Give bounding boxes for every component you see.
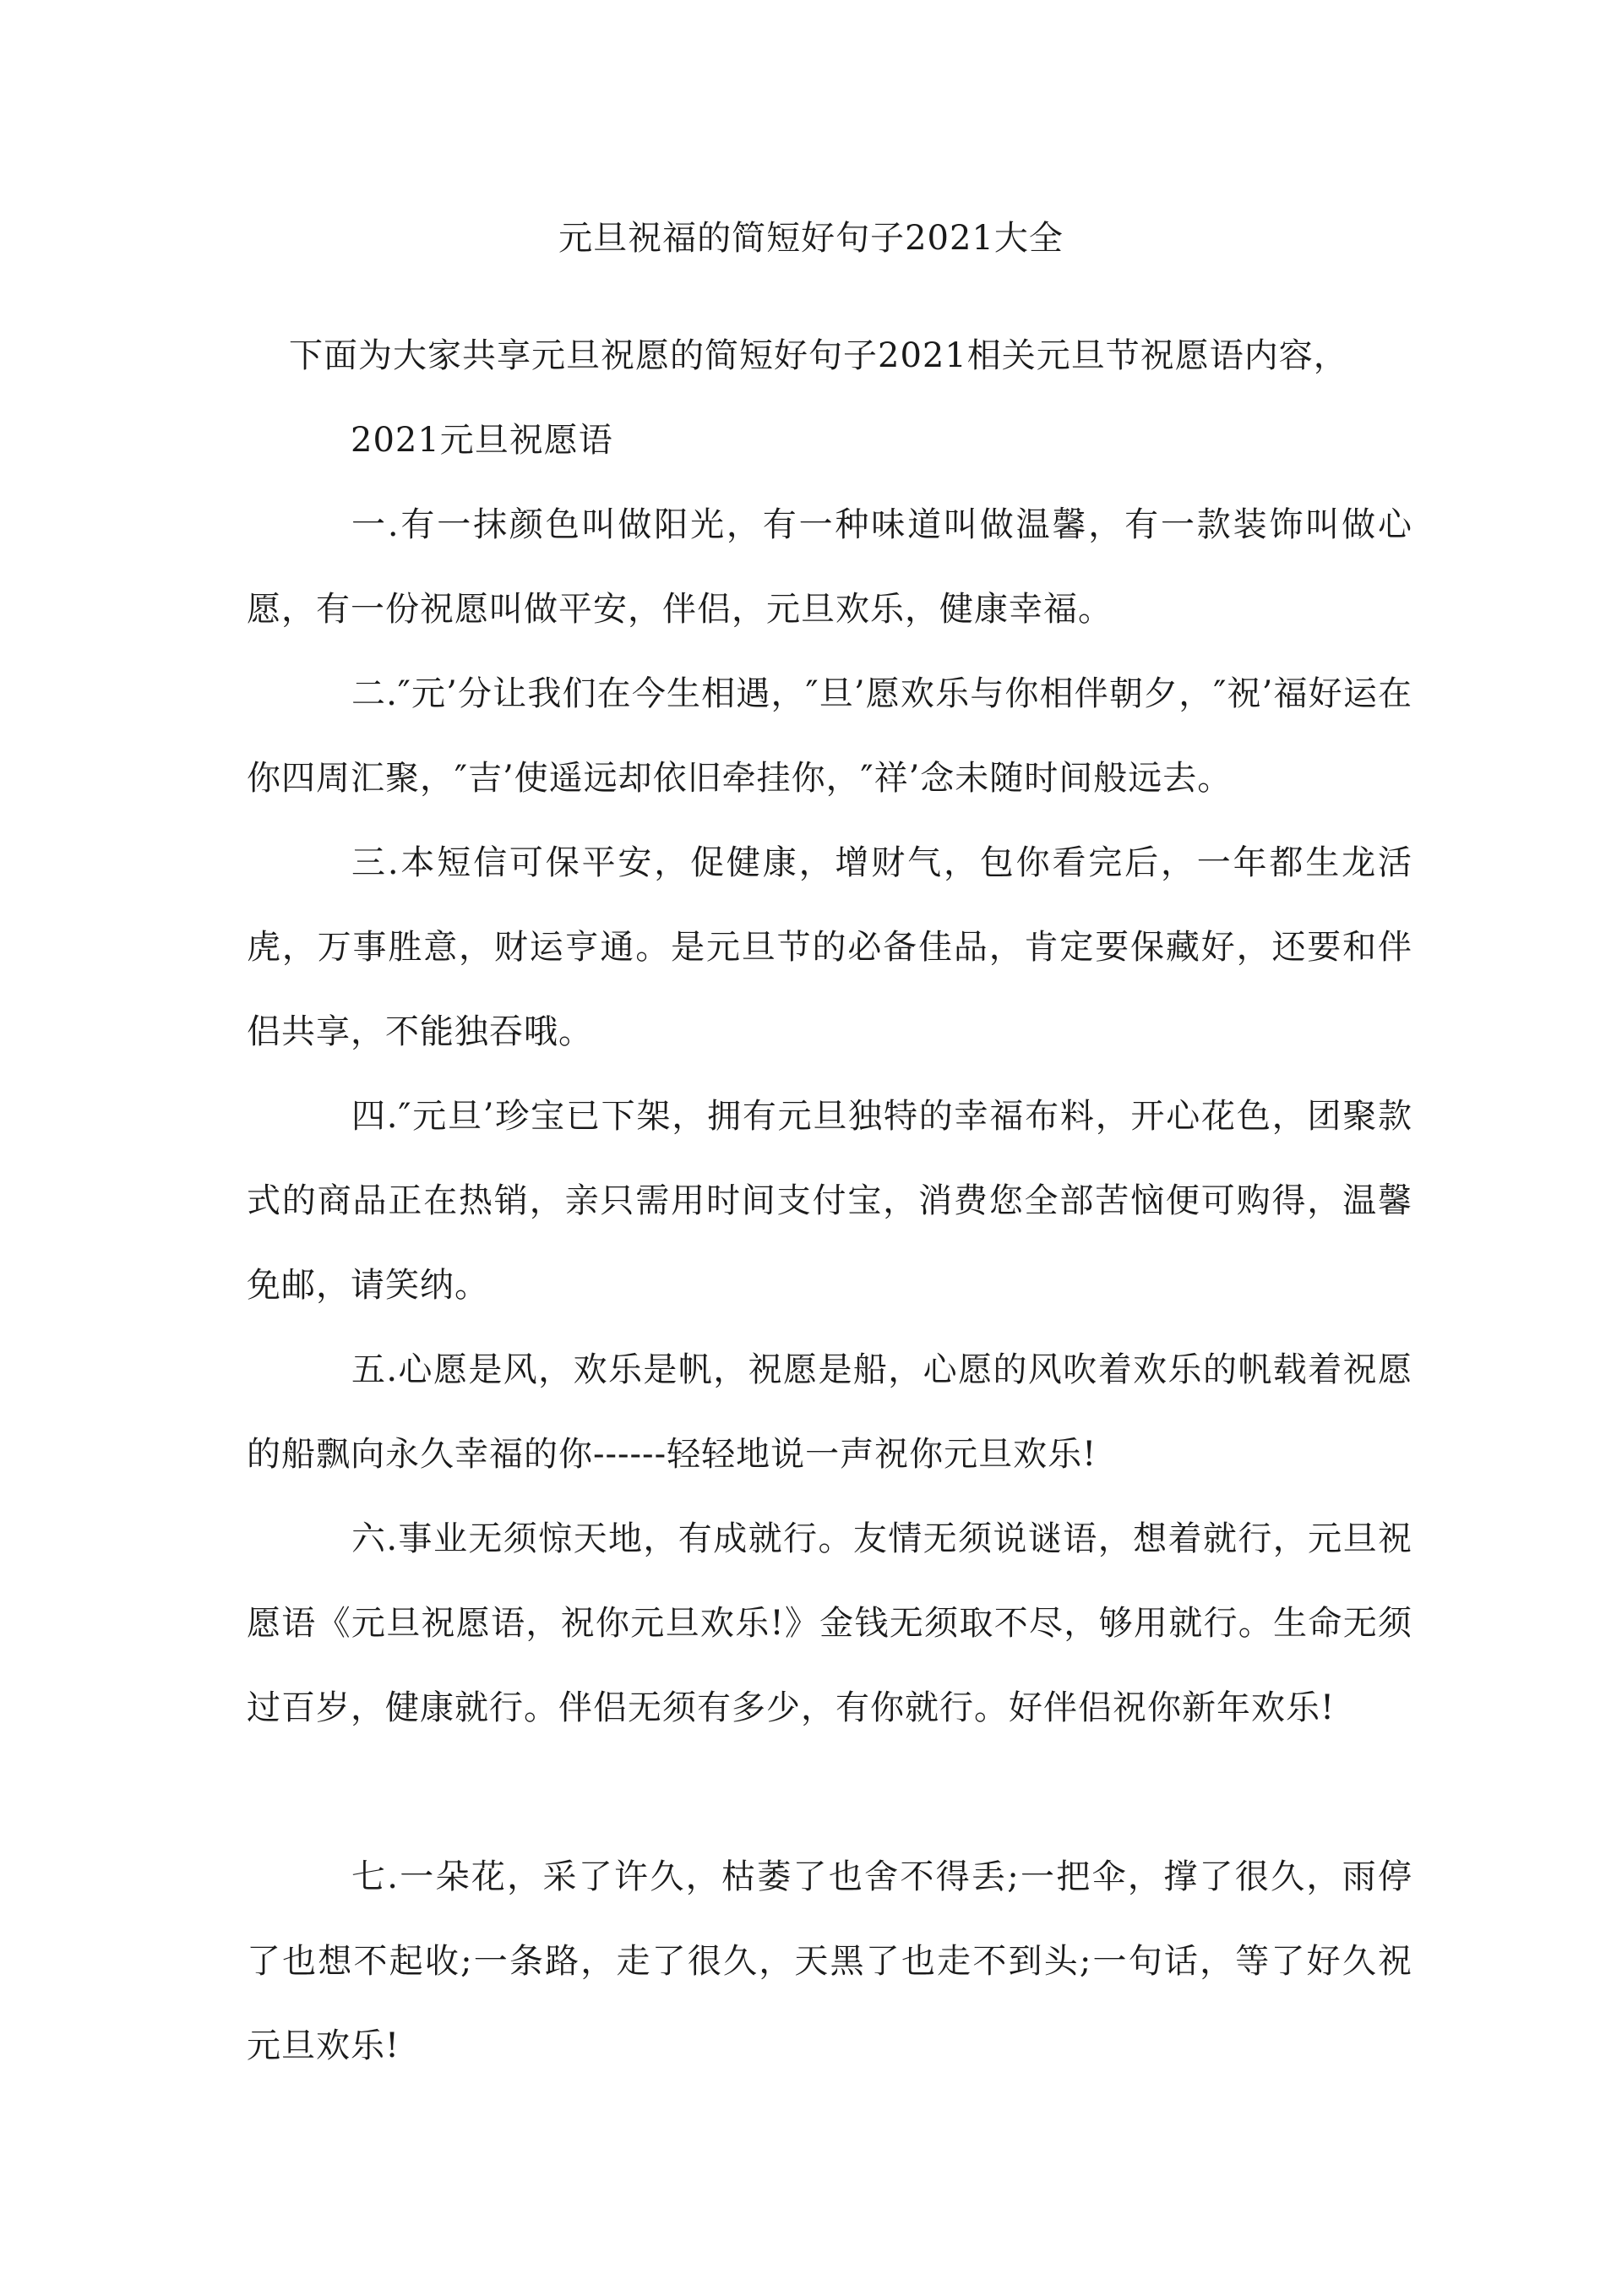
wish-paragraph-1: 一.有一抹颜色叫做阳光，有一种味道叫做温馨，有一款装饰叫做心愿，有一份祝愿叫做平安，伴侣，元旦欢乐，健康幸福。: [247, 505, 1412, 629]
wish-paragraph-4: 四.″元旦’珍宝已下架，拥有元旦独特的幸福布料，开心花色，团聚款式的商品正在热销，亲只需用时间支付宝，消费您全部苦恼便可购得，温馨免邮，请笑纳。: [247, 1097, 1412, 1305]
wish-paragraph-2: 二.″元’分让我们在今生相遇，″旦’愿欢乐与你相伴朝夕，″祝’福好运在你四周汇聚，″吉’使遥远却依旧牵挂你，″祥’念未随时间般远去。: [247, 674, 1412, 798]
wish-paragraph-5: 五.心愿是风，欢乐是帆，祝愿是船，心愿的风吹着欢乐的帆载着祝愿的船飘向永久幸福的你------轻轻地说一声祝你元旦欢乐!: [247, 1350, 1412, 1474]
intro-paragraph: 下面为大家共享元旦祝愿的简短好句子2021相关元旦节祝愿语内容，: [289, 336, 1348, 375]
document-title: 元旦祝福的简短好句子2021大全: [558, 219, 1064, 258]
wish-paragraph-6: 六.事业无须惊天地，有成就行。友情无须说谜语，想着就行，元旦祝愿语《元旦祝愿语，祝你元旦欢乐!》金钱无须取不尽，够用就行。生命无须过百岁，健康就行。伴侣无须有多少，有你就行。好伴侣祝你新年欢乐!: [247, 1519, 1412, 1727]
subheading: 2021元旦祝愿语: [351, 421, 613, 460]
wish-paragraph-7: 七.一朵花，采了许久，枯萎了也舍不得丢;一把伞，撑了很久，雨停了也想不起收;一条路，走了很久，天黑了也走不到头;一句话，等了好久祝元旦欢乐!: [247, 1857, 1412, 2065]
wish-paragraph-3: 三.本短信可保平安，促健康，增财气，包你看完后，一年都生龙活虎，万事胜意，财运亨通。是元旦节的必备佳品，肯定要保藏好，还要和伴侣共享，不能独吞哦。: [247, 843, 1412, 1051]
